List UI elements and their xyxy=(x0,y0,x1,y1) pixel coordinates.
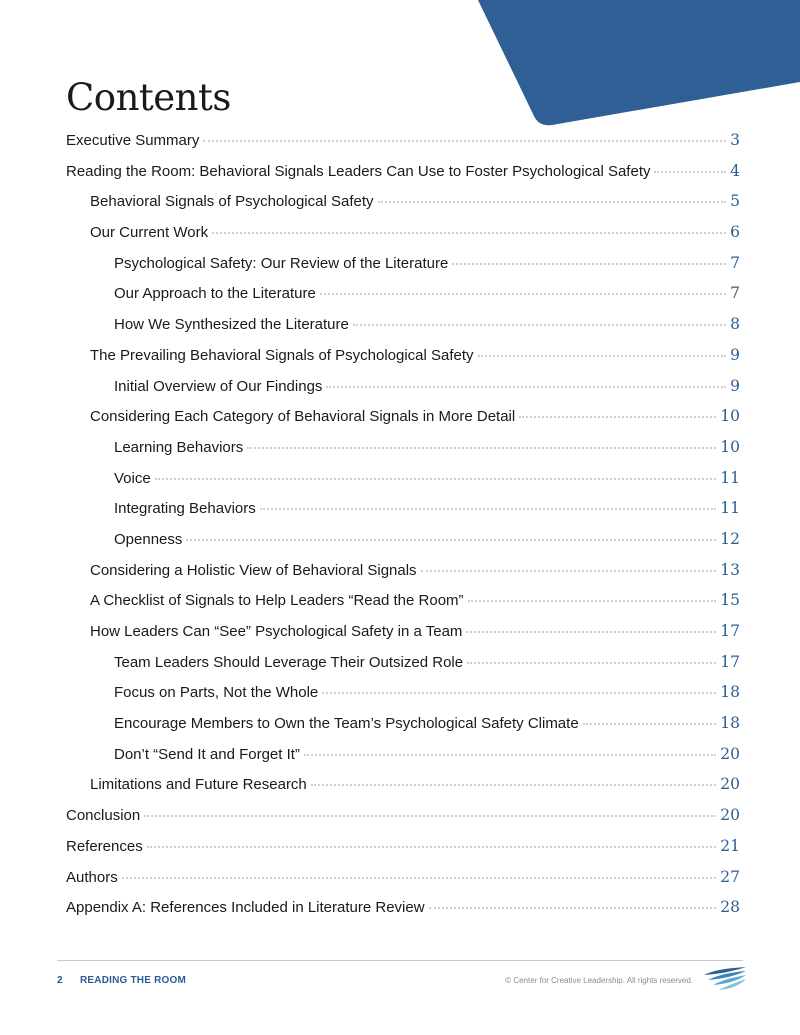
toc-dot-leader xyxy=(186,539,716,541)
toc-entry-label: Openness xyxy=(114,530,183,548)
toc-entry[interactable] xyxy=(66,561,740,592)
toc-entry-page-number: 3 xyxy=(730,131,740,149)
toc-dot-leader xyxy=(147,846,717,848)
toc-dot-leader xyxy=(466,631,716,633)
toc-entry-page-number: 9 xyxy=(730,376,740,395)
toc-dot-leader xyxy=(203,140,726,142)
toc-entry-label: Learning Behaviors xyxy=(114,438,244,456)
toc-entry-label: Don’t “Send It and Forget It” xyxy=(114,745,300,763)
page-title: Contents xyxy=(66,76,231,119)
toc-dot-leader xyxy=(212,232,726,234)
toc-entry[interactable] xyxy=(66,683,740,714)
footer-document-title: READING THE ROOM xyxy=(80,975,186,986)
toc-entry-page-number: 5 xyxy=(730,192,740,211)
toc-entry-page-number: 21 xyxy=(720,836,740,855)
toc-dot-leader xyxy=(467,662,716,664)
toc-entry[interactable] xyxy=(66,469,740,500)
toc-entry-label: Conclusion xyxy=(66,807,141,825)
toc-entry-page-number: 11 xyxy=(720,499,740,518)
toc-entry-label: Considering Each Category of Behavioral Signals in More Detail xyxy=(90,408,516,426)
toc-entry-page-number: 9 xyxy=(730,345,740,364)
toc-entry-label: Our Approach to the Literature xyxy=(114,285,316,303)
toc-entry-label: A Checklist of Signals to Help Leaders “Read the Room” xyxy=(90,592,464,610)
toc-entry-page-number: 7 xyxy=(730,284,740,303)
toc-entry[interactable] xyxy=(66,284,740,315)
toc-entry-page-number: 10 xyxy=(720,437,740,456)
toc-entry-page-number: 11 xyxy=(720,468,740,487)
toc-entry-label: The Prevailing Behavioral Signals of Psychological Safety xyxy=(90,346,474,364)
toc-dot-leader xyxy=(583,723,717,725)
toc-entry-page-number: 4 xyxy=(730,161,740,180)
toc-entry-page-number: 8 xyxy=(730,315,740,334)
toc-entry-page-number: 10 xyxy=(720,407,740,426)
toc-entry[interactable] xyxy=(66,530,740,561)
toc-dot-leader xyxy=(478,355,727,357)
table-of-contents xyxy=(66,131,740,929)
toc-dot-leader xyxy=(452,263,726,265)
toc-entry-page-number: 20 xyxy=(720,775,740,794)
toc-entry-page-number: 12 xyxy=(720,529,740,548)
toc-entry[interactable] xyxy=(66,622,740,653)
toc-entry-page-number: 17 xyxy=(720,652,740,671)
toc-entry-label: Our Current Work xyxy=(90,224,209,242)
ccl-wave-logo-icon xyxy=(702,966,748,992)
toc-entry-label: Authors xyxy=(66,868,118,886)
toc-entry[interactable] xyxy=(66,898,740,929)
toc-entry[interactable] xyxy=(66,131,740,162)
toc-entry-page-number: 17 xyxy=(720,622,740,640)
toc-entry-page-number: 18 xyxy=(720,714,740,733)
toc-entry-page-number: 6 xyxy=(730,223,740,242)
footer-divider xyxy=(57,960,743,961)
toc-entry-label: Executive Summary xyxy=(66,132,200,149)
toc-entry-label: Focus on Parts, Not the Whole xyxy=(114,684,319,702)
toc-entry-label: Initial Overview of Our Findings xyxy=(114,377,323,395)
toc-dot-leader xyxy=(429,907,717,909)
toc-entry[interactable] xyxy=(66,714,740,745)
toc-entry[interactable] xyxy=(66,653,740,684)
toc-dot-leader xyxy=(155,478,717,480)
toc-entry[interactable] xyxy=(66,223,740,254)
toc-dot-leader xyxy=(247,447,716,449)
toc-dot-leader xyxy=(468,600,717,602)
toc-entry[interactable] xyxy=(66,162,740,193)
toc-dot-leader xyxy=(326,386,726,388)
toc-entry-label: Integrating Behaviors xyxy=(114,500,256,518)
toc-dot-leader xyxy=(353,324,726,326)
toc-dot-leader xyxy=(519,416,716,418)
toc-dot-leader xyxy=(260,508,717,510)
toc-entry-page-number: 15 xyxy=(720,591,740,610)
toc-entry-label: How Leaders Can “See” Psychological Safety in a Team xyxy=(90,623,463,640)
toc-entry-label: Behavioral Signals of Psychological Safety xyxy=(90,193,374,211)
toc-entry[interactable] xyxy=(66,315,740,346)
toc-entry-label: Encourage Members to Own the Team’s Psychological Safety Climate xyxy=(114,715,579,733)
toc-entry[interactable] xyxy=(66,346,740,377)
toc-entry-label: Psychological Safety: Our Review of the Literature xyxy=(114,254,449,272)
toc-dot-leader xyxy=(322,692,716,694)
toc-entry-page-number: 20 xyxy=(720,806,740,825)
toc-entry-label: Appendix A: References Included in Literature Review xyxy=(66,899,425,917)
toc-entry-label: Limitations and Future Research xyxy=(90,776,307,794)
toc-entry-page-number: 27 xyxy=(720,867,740,886)
toc-entry[interactable] xyxy=(66,192,740,223)
toc-entry[interactable] xyxy=(66,775,740,806)
toc-entry[interactable] xyxy=(66,837,740,868)
toc-entry[interactable] xyxy=(66,868,740,899)
toc-entry-page-number: 13 xyxy=(720,560,740,579)
toc-entry[interactable] xyxy=(66,499,740,530)
toc-entry[interactable] xyxy=(66,377,740,408)
footer-page-number: 2 xyxy=(57,975,63,986)
toc-entry[interactable] xyxy=(66,407,740,438)
toc-entry-label: How We Synthesized the Literature xyxy=(114,316,349,334)
toc-dot-leader xyxy=(654,171,726,173)
toc-entry-label: Considering a Holistic View of Behavioral Signals xyxy=(90,561,417,579)
toc-entry-page-number: 7 xyxy=(730,253,740,272)
toc-entry-label: Voice xyxy=(114,469,151,487)
toc-dot-leader xyxy=(320,293,726,295)
toc-entry-page-number: 20 xyxy=(720,744,740,763)
toc-entry[interactable] xyxy=(66,745,740,776)
toc-entry-label: Reading the Room: Behavioral Signals Leaders Can Use to Foster Psychological Safety xyxy=(66,162,651,180)
toc-entry[interactable] xyxy=(66,806,740,837)
toc-entry-page-number: 18 xyxy=(720,683,740,702)
toc-entry-label: Team Leaders Should Leverage Their Outsized Role xyxy=(114,653,464,671)
toc-entry-page-number: 28 xyxy=(720,898,740,917)
toc-dot-leader xyxy=(144,815,716,817)
toc-entry-label: References xyxy=(66,837,143,855)
footer-copyright: © Center for Creative Leadership. All rights reserved. xyxy=(505,976,693,985)
toc-dot-leader xyxy=(304,754,716,756)
toc-entry[interactable] xyxy=(66,438,740,469)
toc-dot-leader xyxy=(311,784,716,786)
toc-dot-leader xyxy=(378,201,727,203)
toc-dot-leader xyxy=(421,570,717,572)
toc-dot-leader xyxy=(122,877,717,879)
toc-entry[interactable] xyxy=(66,591,740,622)
toc-entry[interactable] xyxy=(66,254,740,285)
